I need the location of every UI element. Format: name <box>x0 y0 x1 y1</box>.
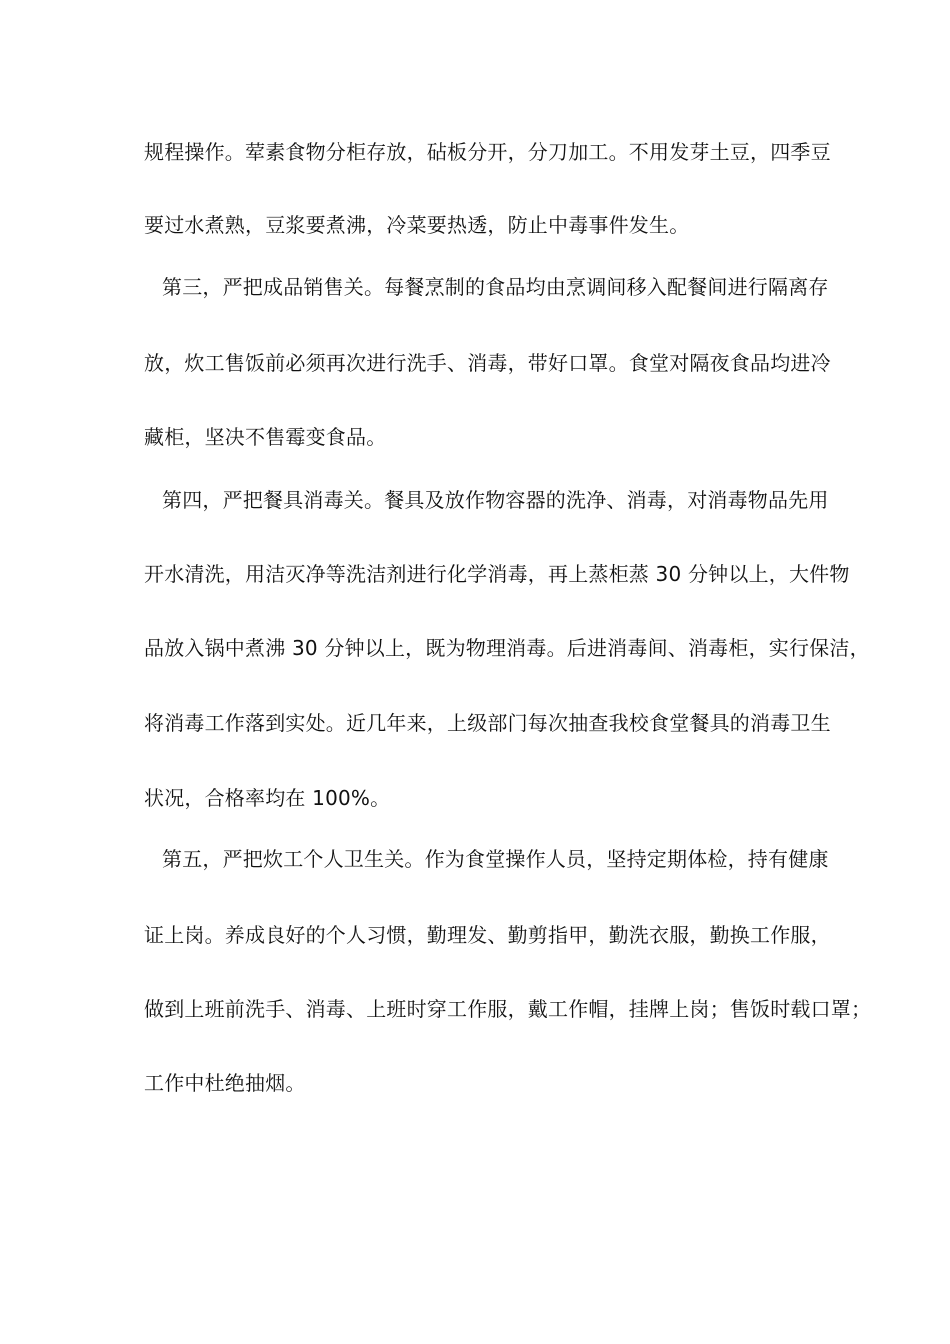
text-line: 将消毒工作落到实处。近几年来，上级部门每次抽查我校食堂餐具的消毒卫生 <box>144 711 831 735</box>
paragraph-start-line: 第四，严把餐具消毒关。餐具及放作物容器的洗净、消毒，对消毒物品先用 <box>162 488 829 512</box>
text-line: 藏柜，坚决不售霉变食品。 <box>144 425 387 449</box>
text-line: 证上岗。养成良好的个人习惯，勤理发、勤剪指甲，勤洗衣服，勤换工作服， <box>144 923 831 947</box>
text-line: 工作中杜绝抽烟。 <box>144 1071 306 1095</box>
text-line: 放，炊工售饭前必须再次进行洗手、消毒，带好口罩。食堂对隔夜食品均进冷 <box>144 351 831 375</box>
text-line: 要过水煮熟，豆浆要煮沸，冷菜要热透，防止中毒事件发生。 <box>144 213 690 237</box>
text-line: 开水清洗，用洁灭净等洗洁剂进行化学消毒，再上蒸柜蒸 30 分钟以上，大件物 <box>144 562 850 586</box>
paragraph-start-line: 第五，严把炊工个人卫生关。作为食堂操作人员，坚持定期体检，持有健康 <box>162 847 829 871</box>
text-line: 品放入锅中煮沸 30 分钟以上，既为物理消毒。后进消毒间、消毒柜，实行保洁， <box>144 636 870 660</box>
text-line: 状况，合格率均在 100%。 <box>144 786 391 810</box>
paragraph-start-line: 第三，严把成品销售关。每餐烹制的食品均由烹调间移入配餐间进行隔离存 <box>162 275 829 299</box>
text-line: 规程操作。荤素食物分柜存放，砧板分开，分刀加工。不用发芽土豆，四季豆 <box>144 140 831 164</box>
text-line: 做到上班前洗手、消毒、上班时穿工作服，戴工作帽，挂牌上岗；售饭时载口罩； <box>144 997 872 1021</box>
